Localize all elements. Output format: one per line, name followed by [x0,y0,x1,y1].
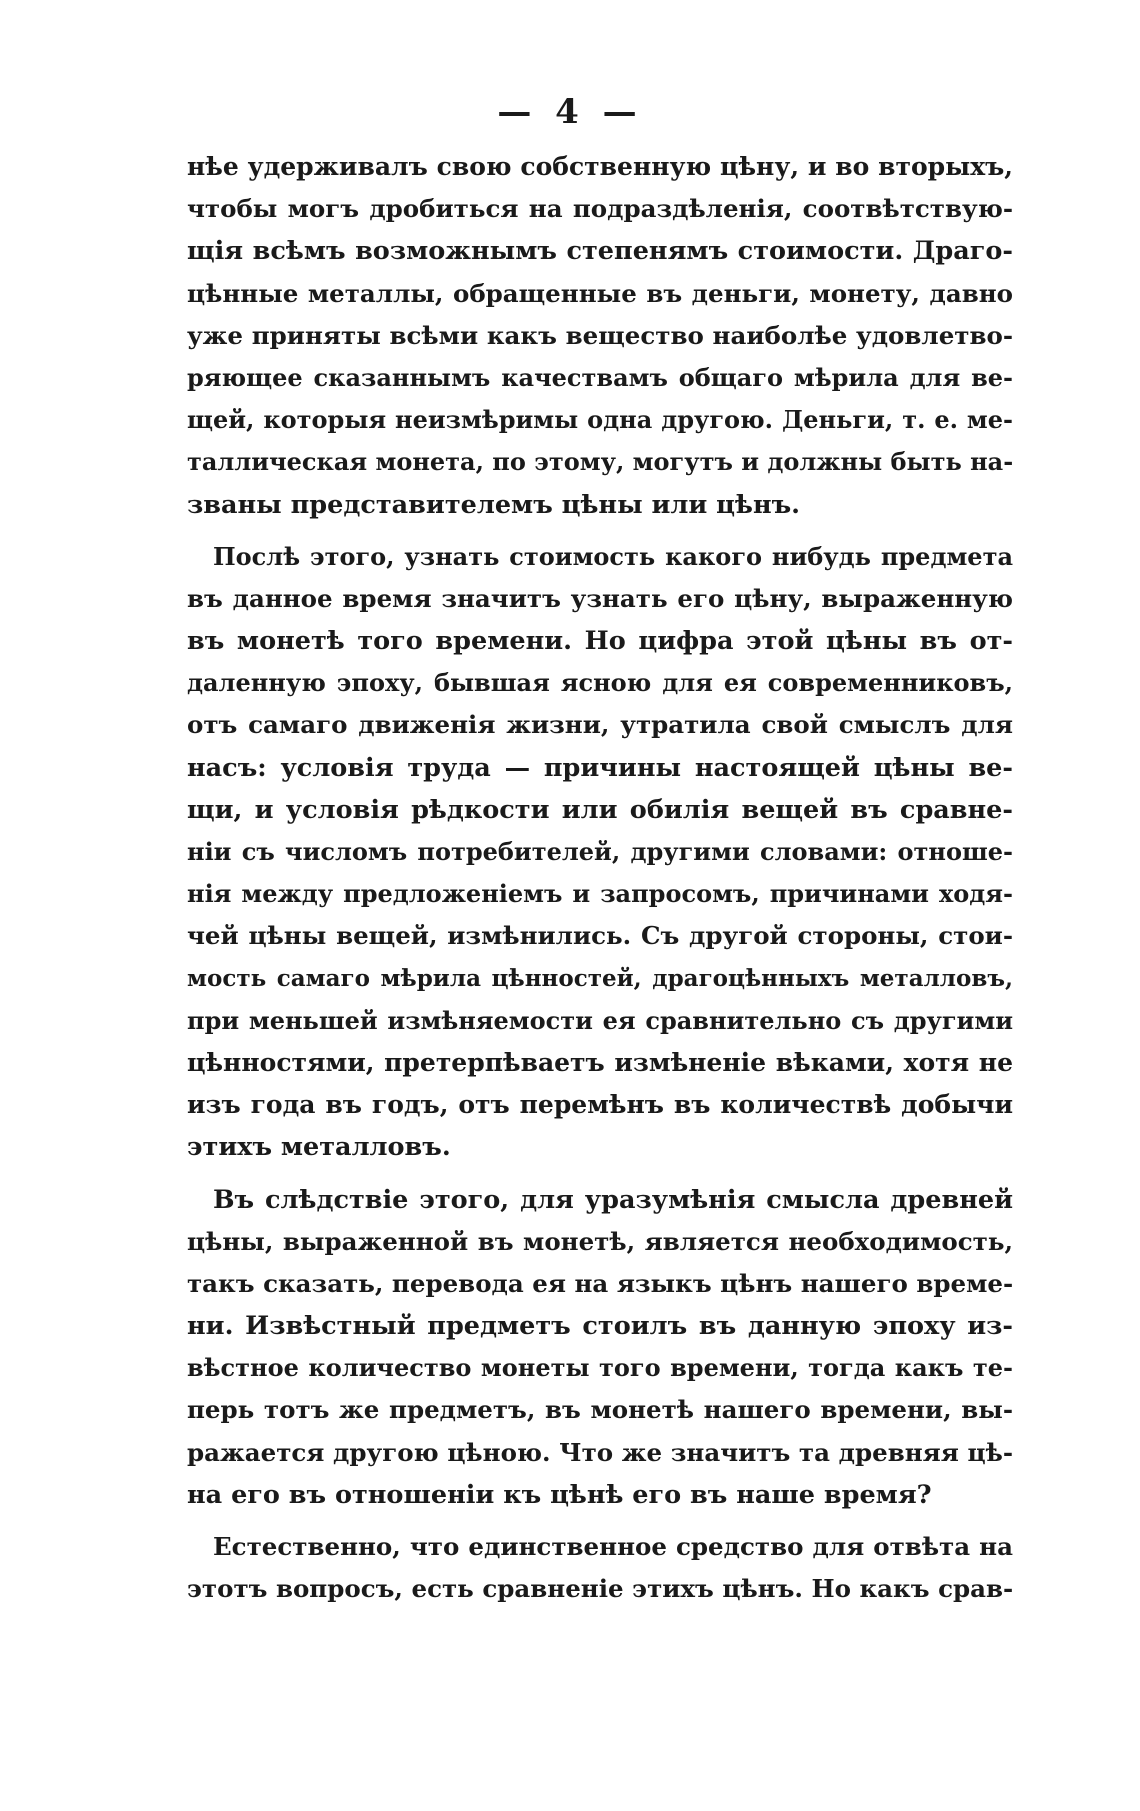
text-line: цѣнные металлы, обращенные въ деньги, монету, давно [187,278,1013,308]
text-line: изъ года въ годъ, отъ перемѣнъ въ количествѣ добычи [187,1090,1013,1120]
text-line: ніи съ числомъ потребителей, другими словами: отноше- [187,837,1013,866]
text-line: уже приняты всѣми какъ вещество наиболѣе удовлетво- [187,320,1013,350]
text-line: званы представителемъ цѣны или цѣнъ. [187,489,801,520]
text-line: Естественно, что единственное средство для отвѣта на [213,1532,1013,1561]
text-line: чтобы могъ дробиться на подраздѣленія, соотвѣтствую- [187,194,1013,224]
text-line: даленную эпоху, бывшая ясною для ея современниковъ, [187,668,1013,698]
text-line: въ данное время значитъ узнать его цѣну, выраженную [187,583,1013,613]
text-line: ряющее сказаннымъ качествамъ общаго мѣрила для ве- [187,362,1013,392]
text-line: Послѣ этого, узнать стоимость какого нибудь предмета [213,541,1013,571]
text-line: на его въ отношеніи къ цѣнѣ его въ наше время? [187,1479,932,1510]
text-line: такъ сказать, перевода ея на языкъ цѣнъ нашего време- [187,1268,1014,1298]
paragraph-3 [187,1179,1013,1517]
text-line: нѣе удерживалъ свою собственную цѣну, и во вторыхъ, [187,152,1013,181]
text-line: вѣстное количество монеты того времени, тогда какъ те- [187,1353,1013,1383]
text-line: ражается другою цѣною. Что же значитъ та древняя цѣ- [187,1437,1013,1467]
text-line: щія всѣмъ возможнымъ степенямъ стоимости. Драго- [187,236,1013,267]
text-line: щи, и условія рѣдкости или обилія вещей въ сравне- [187,794,1013,825]
text-line: при меньшей измѣняемости ея сравнительно съ другими [187,1005,1013,1035]
text-line: ни. Извѣстный предметъ стоилъ въ данную эпоху из- [187,1311,1013,1342]
text-line: щей, которыя неизмѣримы одна другою. Деньги, т. е. ме- [187,405,1013,435]
paragraph-2 [187,536,1013,1169]
text-line: перь тотъ же предметъ, въ монетѣ нашего времени, вы- [187,1395,1013,1425]
text-line: этихъ металловъ. [187,1132,451,1163]
text-line: цѣнностями, претерпѣваетъ измѣненіе вѣками, хотя не [187,1047,1013,1077]
text-line: таллическая монета, по этому, могутъ и должны быть на- [187,447,1014,477]
text-line: Въ слѣдствіе этого, для уразумѣнія смысла древней [213,1184,1013,1215]
body-text [187,146,1013,1610]
text-line: мость самаго мѣрила цѣнностей, драгоцѣнныхъ металловъ, [187,964,1013,992]
text-line: чей цѣны вещей, измѣнились. Съ другой стороны, стои- [187,921,1013,951]
text-line: отъ самаго движенія жизни, утратила свой смыслъ для [187,710,1013,740]
text-line: этотъ вопросъ, есть сравненіе этихъ цѣнъ. Но какъ срав- [187,1574,1014,1604]
text-line: нія между предложеніемъ и запросомъ, причинами ходя- [187,879,1013,909]
text-line: въ монетѣ того времени. Но цифра этой цѣны въ от- [187,626,1013,657]
page-number: — 4 — [497,92,643,132]
text-line: насъ: условія труда — причины настоящей цѣны ве- [187,752,1013,783]
paragraph-1 [187,146,1013,526]
text-line: цѣны, выраженной въ монетѣ, является необходимость, [187,1226,1013,1256]
paragraph-4 [187,1526,1013,1610]
